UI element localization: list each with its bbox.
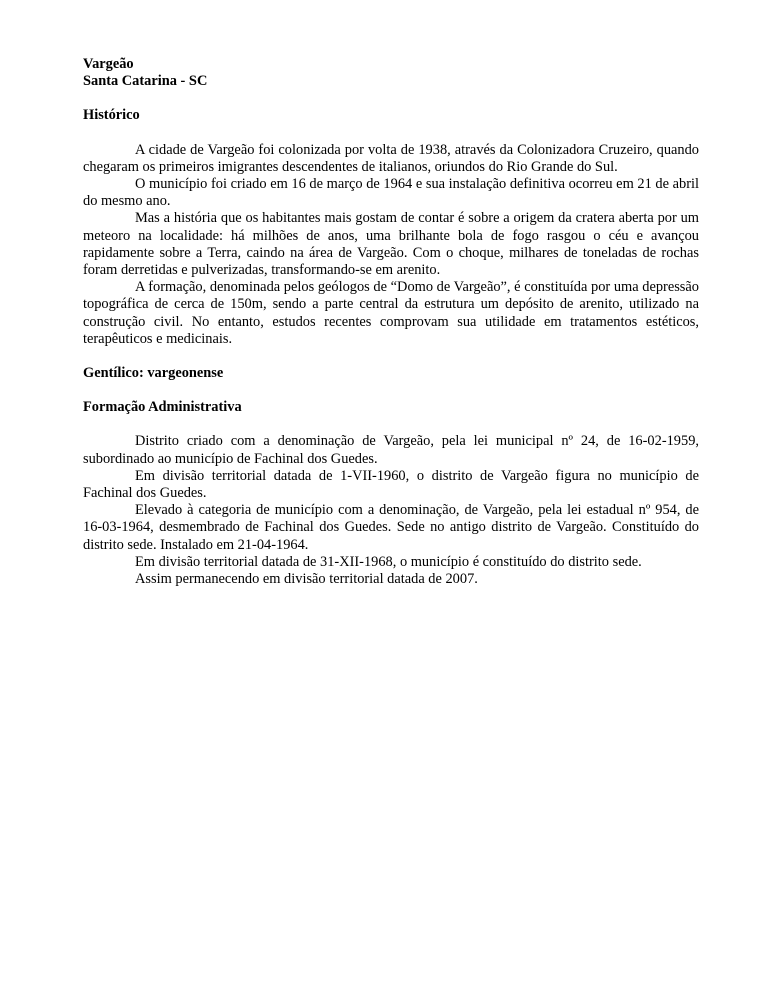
- historico-heading: Histórico: [83, 107, 140, 124]
- formacao-heading: Formação Administrativa: [83, 399, 242, 416]
- document-page: [83, 56, 699, 588]
- spacer: [83, 382, 699, 399]
- formacao-paragraph: Assim permanecendo em divisão territorial datada de 2007.: [135, 571, 478, 588]
- formacao-paragraph: Elevado à categoria de município com a denominação, de Vargeão, pela lei estadual nº 954, de 16-03-1964, desmembrado de Fachinal dos Guedes. Sede no antigo distrito de Vargeão. Constituído do distrito sede. Instalado em 21-04-1964.: [83, 502, 699, 553]
- formacao-paragraph: Em divisão territorial datada de 1-VII-1960, o distrito de Vargeão figura no município de Fachinal dos Guedes.: [83, 467, 699, 502]
- formacao-paragraph: Em divisão territorial datada de 31-XII-1968, o município é constituído do distrito sede.: [135, 553, 642, 570]
- formacao-paragraph: Distrito criado com a denominação de Vargeão, pela lei municipal nº 24, de 16-02-1959, subordinado ao município de Fachinal dos Guedes.: [83, 433, 699, 467]
- spacer: [83, 348, 699, 365]
- city-name: Vargeão: [83, 56, 134, 72]
- state-name: Santa Catarina - SC: [83, 73, 208, 90]
- spacer: [83, 90, 699, 107]
- historico-paragraph: A cidade de Vargeão foi colonizada por volta de 1938, através da Colonizadora Cruzeiro, quando chegaram os primeiros imigrantes descendentes de italianos, oriundos do Rio Grande do Sul.: [83, 141, 699, 175]
- historico-paragraph: O município foi criado em 16 de março de 1964 e sua instalação definitiva ocorreu em 21 de abril do mesmo ano.: [83, 176, 699, 210]
- spacer: [83, 125, 699, 142]
- gentilico-heading: Gentílico: vargeonense: [83, 365, 224, 382]
- historico-paragraph: Mas a história que os habitantes mais gostam de contar é sobre a origem da cratera aberta por um meteoro na localidade: há milhões de anos, uma brilhante bola de fogo rasgou o céu e avançou rapidamente sobre a Terra, caindo na área de Vargeão. Com o choque, milhares de toneladas de rochas foram derretidas e pulverizadas, transformando-se em arenito.: [83, 210, 699, 279]
- spacer: [83, 416, 699, 433]
- historico-paragraph: A formação, denominada pelos geólogos de “Domo de Vargeão”, é constituída por uma depressão topográfica de cerca de 150m, sendo a parte central da estrutura um depósito de arenito, utilizado na construção civil. No entanto, estudos recentes comprovam sua utilidade em tratamentos estéticos, terapêuticos e medicinais.: [83, 279, 699, 347]
